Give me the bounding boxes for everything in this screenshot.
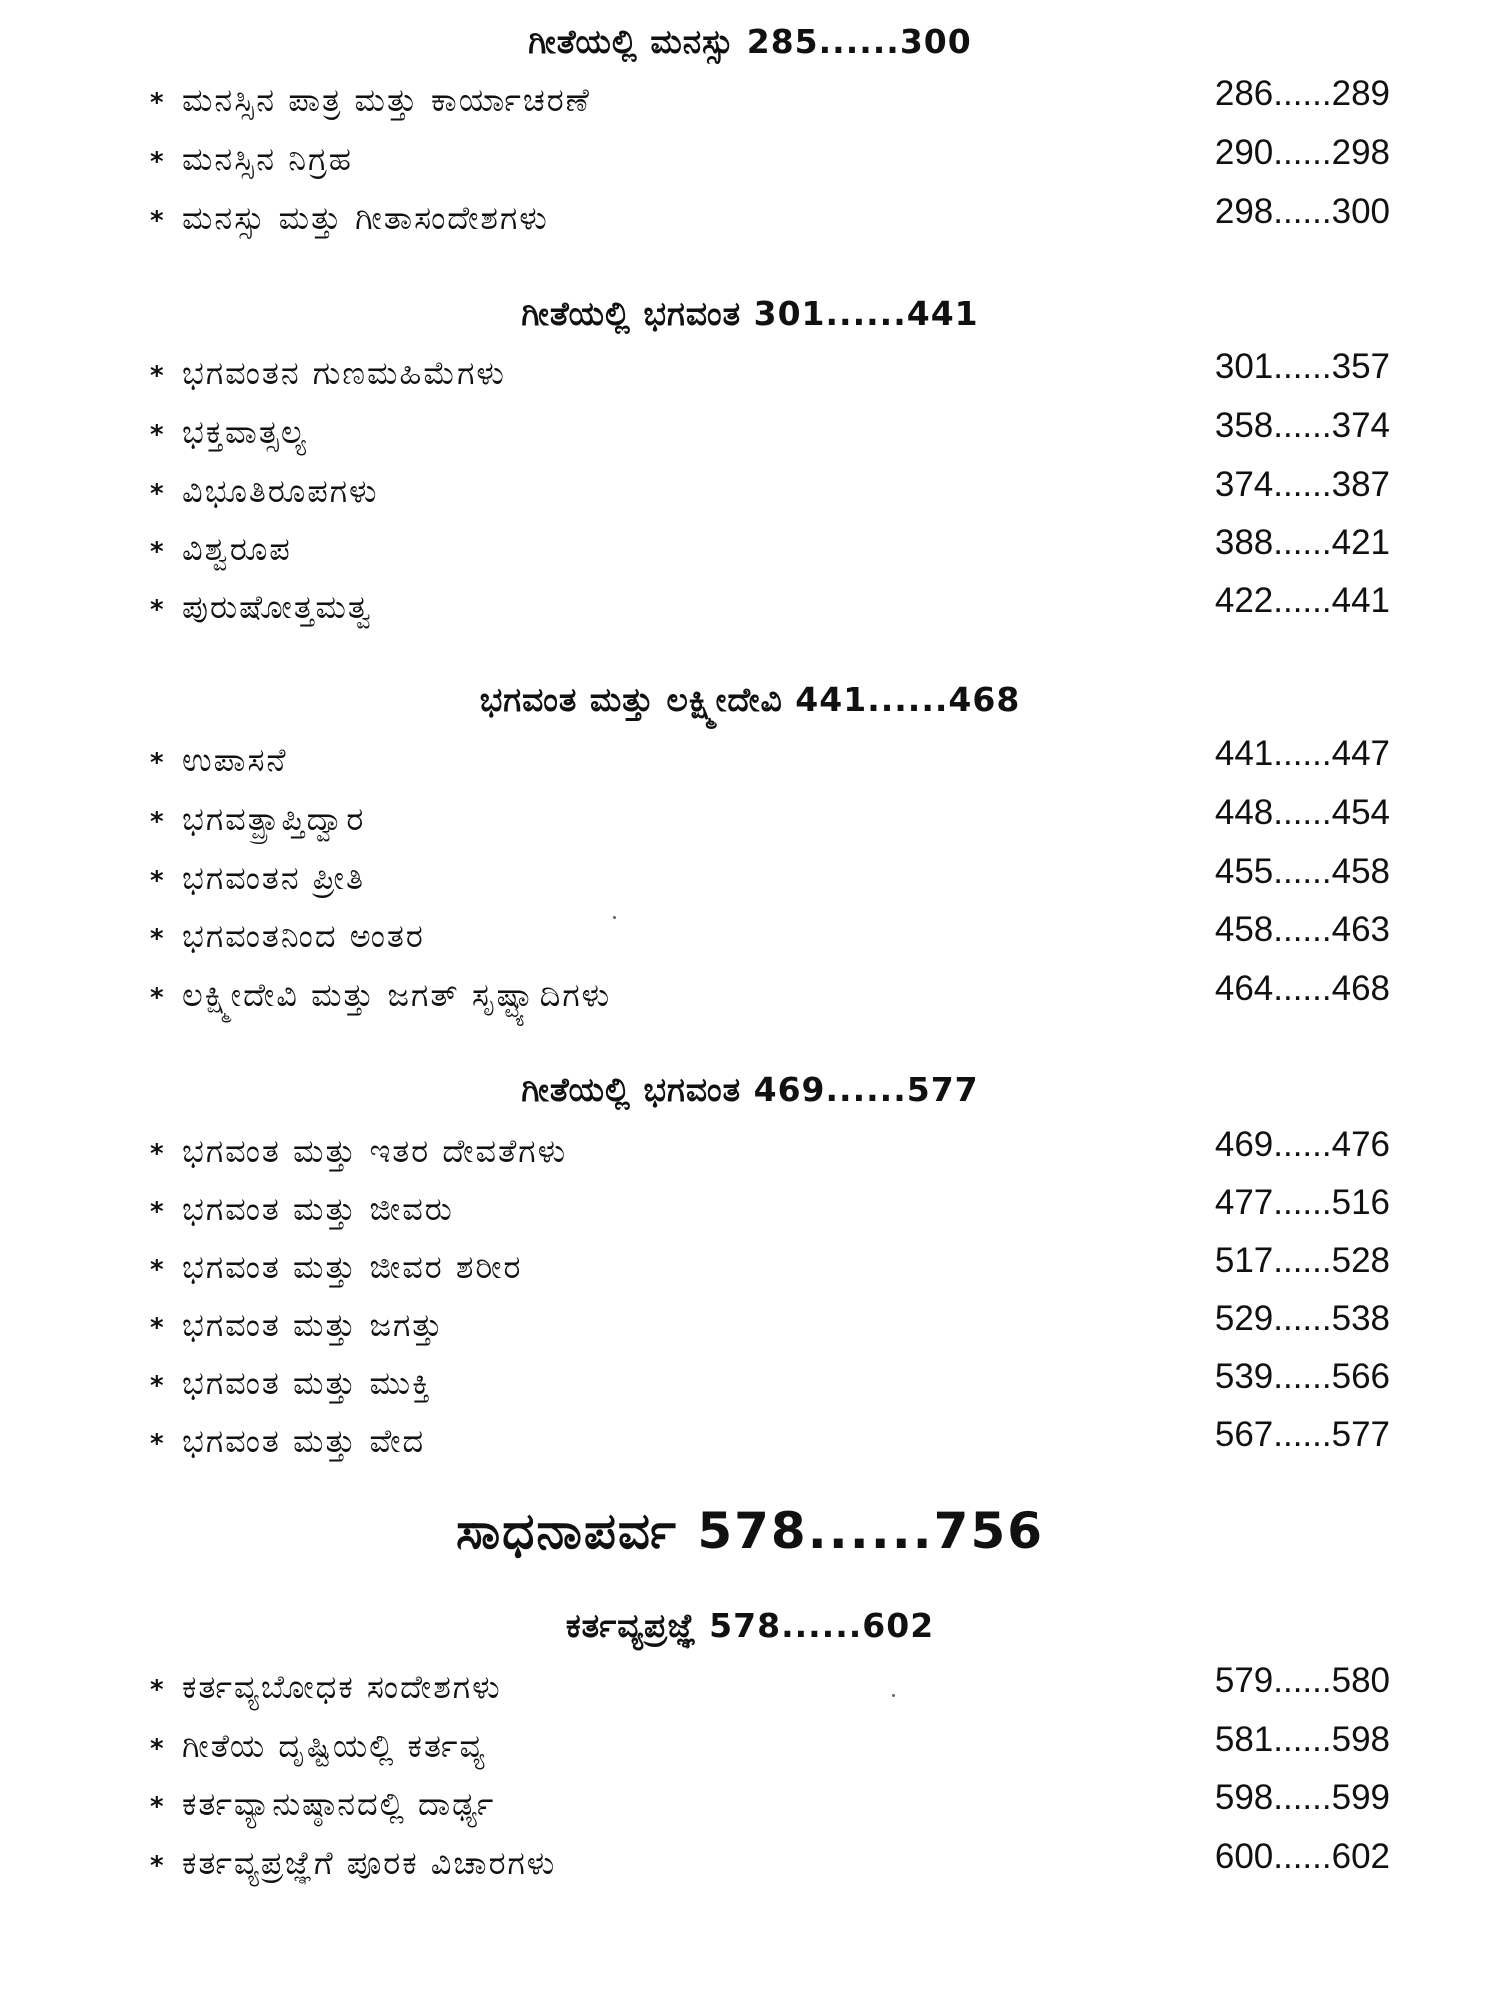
bullet-icon: *: [150, 206, 164, 236]
bullet-icon: *: [150, 1792, 164, 1822]
entry-page-range: 464......468: [1214, 969, 1390, 1008]
entry-title: ಕರ್ತವ್ಯಾನುಷ್ಠಾನದಲ್ಲಿ ದಾರ್ಢ್ಯ: [182, 1785, 496, 1823]
entry-page-range: 469......476: [1214, 1125, 1390, 1164]
entry-page-range: 374......387: [1214, 465, 1390, 504]
toc-entry[interactable]: [150, 348, 1390, 398]
toc-entry[interactable]: [150, 735, 1390, 785]
entry-title: ಕರ್ತವ್ಯಪ್ರಜ್ಞೆಗೆ ಪೂರಕ ವಿಚಾರಗಳು: [182, 1844, 557, 1882]
entry-title: ಕರ್ತವ್ಯಬೋಧಕ ಸಂದೇಶಗಳು: [182, 1668, 502, 1706]
entry-page-range: 422......441: [1214, 581, 1390, 620]
bullet-icon: *: [150, 420, 164, 450]
section-heading: ಗೀತೆಯಲ್ಲಿ ಮನಸ್ಸು 285......300: [528, 22, 972, 61]
entry-page-range: 529......538: [1214, 1299, 1390, 1338]
bullet-icon: *: [150, 807, 164, 837]
toc-entry[interactable]: [150, 1126, 1390, 1176]
entry-title: ಮನಸ್ಸಿನ ನಿಗ್ರಹ: [182, 140, 353, 178]
section-heading: ಗೀತೆಯಲ್ಲಿ ಭಗವಂತ 469......577: [521, 1070, 979, 1109]
entry-page-range: 477......516: [1214, 1183, 1390, 1222]
entry-page-range: 458......463: [1214, 910, 1390, 949]
entry-title: ಭಗವಂತ ಮತ್ತು ಜೀವರು: [182, 1190, 454, 1228]
bullet-icon: *: [150, 1255, 164, 1285]
entry-title: ವಿಶ್ವರೂಪ: [182, 530, 292, 568]
bullet-icon: *: [150, 924, 164, 954]
bullet-icon: *: [150, 537, 164, 567]
bullet-icon: *: [150, 1371, 164, 1401]
section-heading: ಕರ್ತವ್ಯಪ್ರಜ್ಞೆ 578......602: [565, 1606, 935, 1645]
entry-page-range: 286......289: [1214, 74, 1390, 113]
entry-title: ಭಗವಂತ ಮತ್ತು ಮುಕ್ತಿ: [182, 1364, 432, 1402]
toc-entry[interactable]: [150, 407, 1390, 457]
entry-page-range: 600......602: [1214, 1837, 1390, 1876]
entry-title: ಭಗವಂತ ಮತ್ತು ಜಗತ್ತು: [182, 1306, 445, 1344]
entry-page-range: 301......357: [1214, 347, 1390, 386]
bullet-icon: *: [150, 1851, 164, 1881]
entry-page-range: 581......598: [1214, 1720, 1390, 1759]
toc-entry[interactable]: [150, 1416, 1390, 1466]
bullet-icon: *: [150, 361, 164, 391]
toc-entry[interactable]: [150, 582, 1390, 632]
entry-title: ಭಗವಂತ ಮತ್ತು ವೇದ: [182, 1422, 426, 1460]
toc-entry[interactable]: [150, 911, 1390, 961]
bullet-icon: *: [150, 983, 164, 1013]
bullet-icon: *: [150, 1197, 164, 1227]
bullet-icon: *: [150, 88, 164, 118]
toc-entry[interactable]: [150, 466, 1390, 516]
entry-title: ಭಗವಂತನ ಪ್ರೀತಿ: [182, 859, 365, 897]
toc-entry[interactable]: [150, 853, 1390, 903]
entry-page-range: 441......447: [1214, 734, 1390, 773]
part-heading: ಸಾಧನಾಪರ್ವ 578......756: [455, 1502, 1045, 1560]
entry-page-range: 517......528: [1214, 1241, 1390, 1280]
bullet-icon: *: [150, 595, 164, 625]
toc-entry[interactable]: [150, 970, 1390, 1020]
entry-page-range: 388......421: [1214, 523, 1390, 562]
entry-title: ಭಗವತ್ಪ್ರಾಪ್ತಿದ್ವಾರ: [182, 800, 366, 838]
bullet-icon: *: [150, 866, 164, 896]
entry-title: ಗೀತೆಯ ದೃಷ್ಟಿಯಲ್ಲಿ ಕರ್ತವ್ಯ: [182, 1727, 487, 1765]
entry-page-range: 290......298: [1214, 133, 1390, 172]
toc-entry[interactable]: [150, 1300, 1390, 1350]
entry-title: ಭಗವಂತನಿಂದ ಅಂತರ: [182, 917, 425, 955]
toc-entry[interactable]: [150, 134, 1390, 184]
entry-title: ಭಗವಂತ ಮತ್ತು ಜೀವರ ಶರೀರ: [182, 1248, 523, 1286]
entry-page-range: 455......458: [1214, 852, 1390, 891]
entry-title: ಭಕ್ತವಾತ್ಸಲ್ಯ: [182, 413, 309, 451]
toc-entry[interactable]: [150, 1358, 1390, 1408]
entry-title: ಮನಸ್ಸಿನ ಪಾತ್ರ ಮತ್ತು ಕಾರ್ಯಾಚರಣೆ: [182, 81, 591, 119]
entry-title: ಭಗವಂತ ಮತ್ತು ಇತರ ದೇವತೆಗಳು: [182, 1132, 568, 1170]
scan-speck: [892, 1694, 895, 1697]
bullet-icon: *: [150, 1429, 164, 1459]
entry-page-range: 567......577: [1214, 1415, 1390, 1454]
entry-page-range: 579......580: [1214, 1661, 1390, 1700]
bullet-icon: *: [150, 479, 164, 509]
toc-entry[interactable]: [150, 1242, 1390, 1292]
bullet-icon: *: [150, 1734, 164, 1764]
entry-page-range: 598......599: [1214, 1778, 1390, 1817]
bullet-icon: *: [150, 1313, 164, 1343]
entry-page-range: 539......566: [1214, 1357, 1390, 1396]
bullet-icon: *: [150, 147, 164, 177]
entry-page-range: 298......300: [1214, 192, 1390, 231]
scan-speck: [613, 916, 616, 919]
section-heading: ಭಗವಂತ ಮತ್ತು ಲಕ್ಷ್ಮೀದೇವಿ 441......468: [479, 680, 1021, 719]
toc-entry[interactable]: [150, 193, 1390, 243]
entry-title: ಭಗವಂತನ ಗುಣಮಹಿಮೆಗಳು: [182, 354, 506, 392]
bullet-icon: *: [150, 1675, 164, 1705]
toc-entry[interactable]: [150, 1184, 1390, 1234]
toc-entry[interactable]: [150, 524, 1390, 574]
entry-page-range: 358......374: [1214, 406, 1390, 445]
toc-entry[interactable]: [150, 794, 1390, 844]
toc-entry[interactable]: [150, 1779, 1390, 1829]
entry-title: ವಿಭೂತಿರೂಪಗಳು: [182, 472, 379, 510]
toc-entry[interactable]: [150, 1838, 1390, 1888]
entry-title: ಲಕ್ಷ್ಮೀದೇವಿ ಮತ್ತು ಜಗತ್ ಸೃಷ್ಟ್ಯಾದಿಗಳು: [182, 976, 612, 1014]
toc-entry[interactable]: [150, 1662, 1390, 1712]
bullet-icon: *: [150, 1139, 164, 1169]
entry-title: ಉಪಾಸನೆ: [182, 741, 288, 779]
entry-page-range: 448......454: [1214, 793, 1390, 832]
bullet-icon: *: [150, 748, 164, 778]
toc-entry[interactable]: [150, 1721, 1390, 1771]
toc-entry[interactable]: [150, 75, 1390, 125]
entry-title: ಮನಸ್ಸು ಮತ್ತು ಗೀತಾಸಂದೇಶಗಳು: [182, 199, 549, 237]
entry-title: ಪುರುಷೋತ್ತಮತ್ವ: [182, 588, 373, 626]
section-heading: ಗೀತೆಯಲ್ಲಿ ಭಗವಂತ 301......441: [521, 294, 979, 333]
